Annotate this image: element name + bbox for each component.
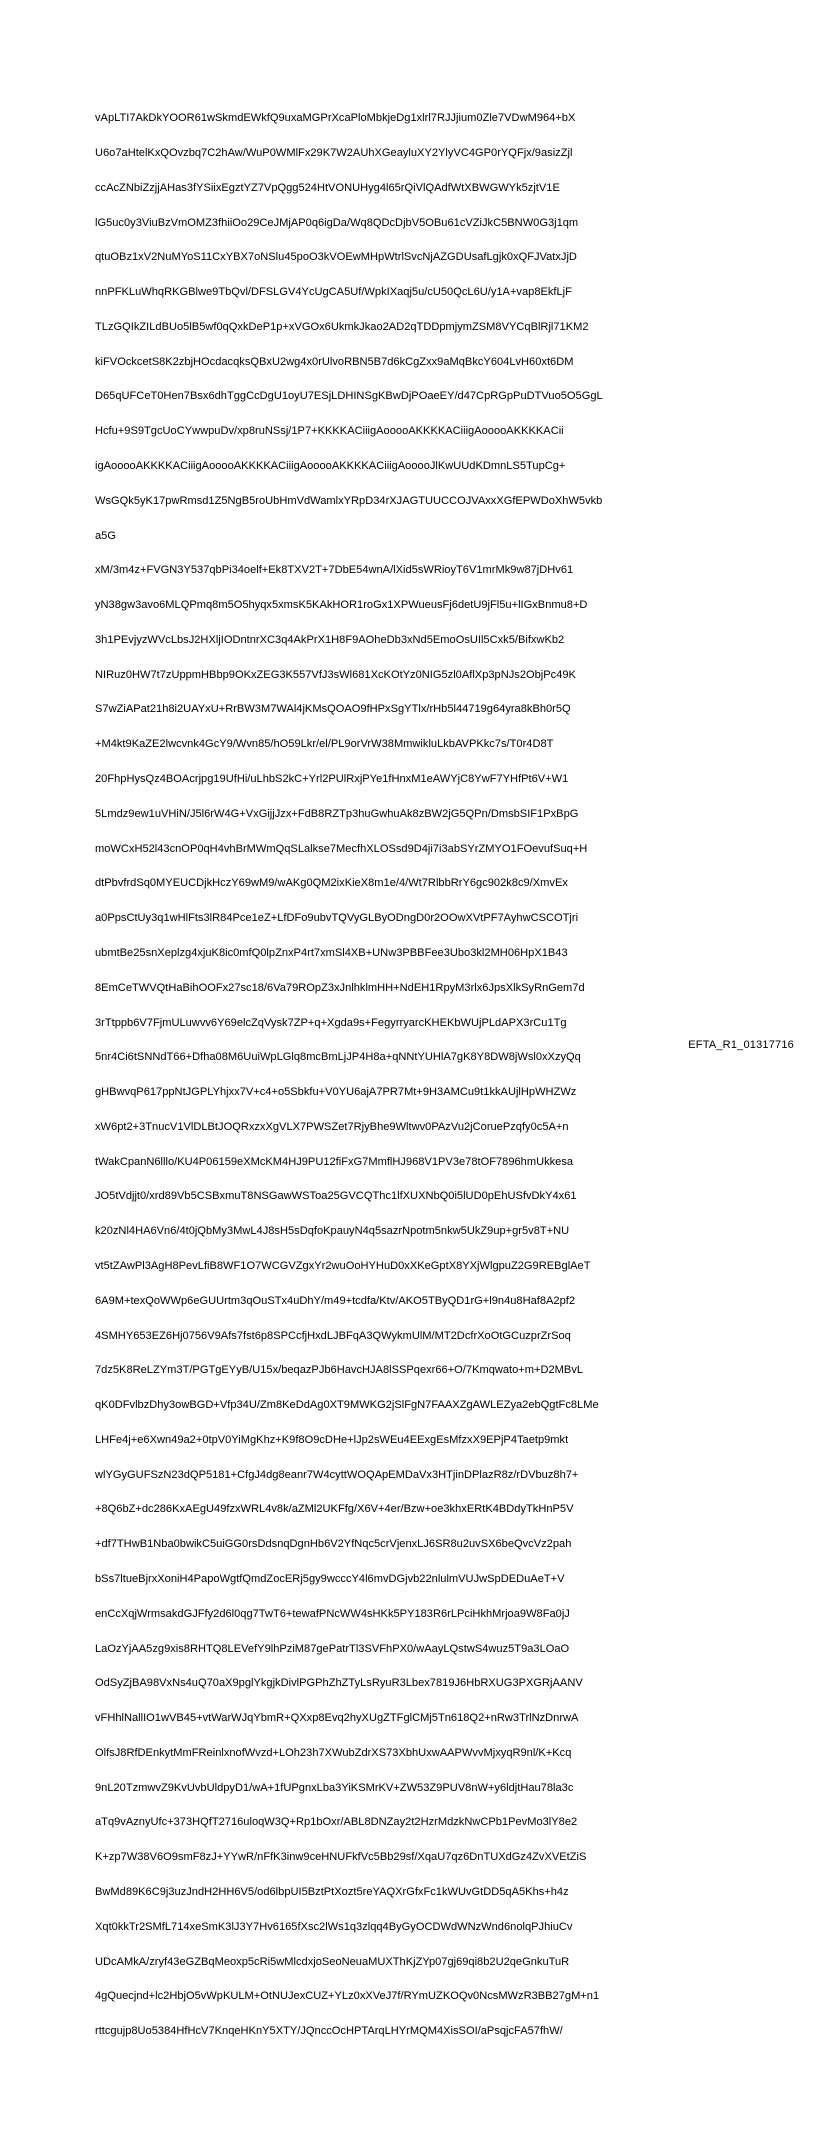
encoded-line: U6o7aHtelKxQOvzbq7C2hAw/WuP0WMlFx29K7W2AUhXGeayluXY2YlyVC4GP0rYQFjx/9asizZjl <box>95 146 573 159</box>
encoded-line: OdSyZjBA98VxNs4uQ70aX9pglYkgjkDivlPGPhZhZTyLsRyuR3Lbex7819J6HbRXUG3PXGRjAANV <box>95 1677 583 1690</box>
encoded-line: enCcXqjWrmsakdGJFfy2d6l0qg7TwT6+tewafPNcWW4sHKk5PY183R6rLPciHkhMrjoa9W8Fa0jJ <box>95 1607 570 1620</box>
encoded-line: moWCxH52l43cnOP0qH4vhBrMWmQqSLalkse7MecfhXLOSsd9D4ji7i3abSYrZMYO1FOevufSuq+H <box>95 842 588 855</box>
encoded-line: 3rTtppb6V7FjmULuwvv6Y69elcZqVysk7ZP+q+Xgda9s+FegyrryarcKHEKbWUjPLdAPX3rCu1Tg <box>95 1016 567 1029</box>
encoded-line: xW6pt2+3TnucV1VlDLBtJOQRxzxXgVLX7PWSZet7RjyBhe9Wltwv0PAzVu2jCoruePzqfy0c5A+n <box>95 1120 569 1133</box>
encoded-line: LaOzYjAA5zg9xis8RHTQ8LEVefY9lhPziM87gePatrTl3SVFhPX0/wAayLQstwS4wuz5T9a3LOaO <box>95 1642 570 1655</box>
encoded-line: a0PpsCtUy3q1wHlFts3lR84Pce1eZ+LfDFo9ubvTQVyGLByODngD0r2OOwXVtPF7AyhwCSCOTjri <box>95 912 579 925</box>
encoded-line: nnPFKLuWhqRKGBlwe9TbQvl/DFSLGV4YcUgCA5Uf/WpkIXaqj5u/cU50QcL6U/y1A+vap8EkfLjF <box>95 286 572 299</box>
encoded-line: D65qUFCeT0Hen7Bsx6dhTggCcDgU1oyU7ESjLDHINSgKBwDjPOaeEY/d47CpRGpPuDTVuo5O5GgL <box>95 390 603 403</box>
encoded-line: vt5tZAwPl3AgH8PevLfiB8WF1O7WCGVZgxYr2wuOoHYHuD0xXKeGptX8YXjWlgpuZ2G9REBglAeT <box>95 1259 591 1272</box>
encoded-line: bSs7ltueBjrxXoniH4PapoWgtfQmdZocERj5gy9wcccY4l6mvDGjvb22nlulmVUJwSpDEDuAeT+V <box>95 1573 565 1585</box>
encoded-line: LHFe4j+e6Xwn49a2+0tpV0YiMgKhz+K9f8O9cDHe+lJp2sWEu4EExgEsMfzxX9EPjP4Taetp9mkt <box>95 1433 569 1446</box>
encoded-line: UDcAMkA/zryf43eGZBqMeoxp5cRi5wMlcdxjoSeoNeuaMUXThKjZYp07gj69qi8b2U2qeGnkuTuR <box>95 1955 570 1968</box>
encoded-line: vApLTI7AkDkYOOR61wSkmdEWkfQ9uxaMGPrXcaPloMbkjeDg1xlrl7RJJjium0Zle7VDwM964+bX <box>95 112 576 125</box>
encoded-line: NIRuz0HW7t7zUppmHBbp9OKxZEG3K557VfJ3sWl681XcKOtYz0NIG5zl0AflXp3pNJs2ObjPc49K <box>95 668 576 681</box>
encoded-line: 9nL20TzmwvZ9KvUvbUldpyD1/wA+1fUPgnxLba3YiKSMrKV+ZW53Z9PUV8nW+y6ldjtHau78la3c <box>95 1781 574 1794</box>
encoded-line: TLzGQIkZILdBUo5lB5wf0qQxkDeP1p+xVGOx6UkmkJkao2AD2qTDDpmjymZSM8VYCqBlRjl71KM2 <box>95 320 589 333</box>
encoded-line: rttcgujp8Uo5384HfHcV7KnqeHKnY5XTY/JQnccOcHPTArqLHYrMQM4XisSOI/aPsqjcFA57fhW/ <box>95 2025 563 2038</box>
encoded-line: K+zp7W38V6O9smF8zJ+YYwR/nFfK3inw9ceHNUFkfVc5Bb29sf/XqaU7qz6DnTUXdGz4ZvXVEtZiS <box>95 1851 587 1864</box>
encoded-line: JO5tVdjjt0/xrd89Vb5CSBxmuT8NSGawWSToa25GVCQThc1lfXUXNbQ0i5lUD0pEhUSfvDkY4x61 <box>95 1190 577 1203</box>
encoded-line: OlfsJ8RfDEnkytMmFReinlxnofWvzd+LOh23h7XWubZdrXS73XbhUxwAAPWvvMjxyqR9nl/K+Kcq <box>95 1746 572 1759</box>
encoded-line: 20FhpHysQz4BOAcrjpg19UfHi/uLhbS2kC+Yrl2PUlRxjPYe1fHnxM1eAWYjC8YwF7YHfPt6V+W1 <box>95 773 569 786</box>
encoded-line: yN38gw3avo6MLQPmq8m5O5hyqx5xmsK5KAkHOR1roGx1XPWueusFj6detU9jFl5u+lIGxBnmu8+D <box>95 599 588 612</box>
encoded-line: 5Lmdz9ew1uVHiN/J5l6rW4G+VxGijjJzx+FdB8RZTp3huGwhuAk8zBW2jG5QPn/DmsbSIF1PxBpG <box>95 807 579 820</box>
encoded-line: +M4kt9KaZE2lwcvnk4GcY9/Wvn85/hO59Lkr/el/PL9orVrW38MmwikluLkbAVPKkc7s/T0r4D8T <box>95 738 554 751</box>
encoded-line: xM/3m4z+FVGN3Y537qbPi34oelf+Ek8TXV2T+7DbE54wnA/lXid5sWRioyT6V1mrMk9w87jDHv61 <box>95 564 574 577</box>
encoded-line: gHBwvqP617ppNtJGPLYhjxx7V+c4+o5Sbkfu+V0YU6ajA7PR7Mt+9H3AMCu9t1kkAUjlHpWHZWz <box>95 1086 577 1099</box>
encoded-line: igAooooAKKKKACiiigAooooAKKKKACiiigAooooAKKKKACiiigAooooJlKwUUdKDmnLS5TupCg+ <box>95 460 566 472</box>
encoded-line: Hcfu+9S9TgcUoCYwwpuDv/xp8ruNSsj/1P7+KKKKACiiigAooooAKKKKACiiigAooooAKKKKACii <box>95 425 564 438</box>
encoded-line: 8EmCeTWVQtHaBihOOFx27sc18/6Va79ROpZ3xJnlhklmHH+NdEH1RpyM3rlx6JpsXlkSyRnGem7d <box>95 981 585 994</box>
encoded-line: Xqt0kkTr2SMfL714xeSmK3lJ3Y7Hv6165fXsc2lWs1q3zlqq4ByGyOCDWdWNzWnd6nolqPJhiuCv <box>95 1920 573 1933</box>
encoded-line: kiFVOckcetS8K2zbjHOcdacqksQBxU2wg4x0rUlvoRBN5B7d6kCgZxx9aMqBkcY604LvH60xt6DM <box>95 355 574 368</box>
encoded-line: 3h1PEvjyzWVcLbsJ2HXljIODntnrXC3q4AkPrX1H8F9AOheDb3xNd5EmoOsUIl5Cxk5/BifxwKb2 <box>95 633 565 646</box>
encoded-line: ccAcZNbiZzjjAHas3fYSiixEgztYZ7VpQgg524HtVONUHyg4l65rQiVlQAdfWtXBWGWYk5zjtV1E <box>95 181 560 194</box>
encoded-line: 4gQuecjnd+lc2HbjO5vWpKULM+OtNUJexCUZ+YLz0xXVeJ7f/RYmUZKOQv0NcsMWzR3BB27gM+n1 <box>95 1990 600 2003</box>
encoded-line: qK0DFvlbzDhy3owBGD+Vfp34U/Zm8KeDdAg0XT9MWKG2jSlFgN7FAAXZgAWLEZya2ebQgtFc8LMe <box>95 1399 599 1412</box>
encoded-line: ubmtBe25snXeplzg4xjuK8ic0mfQ0lpZnxP4rt7xmSl4XB+UNw3PBBFee3Ubo3kl2MH06HpX1B43 <box>95 946 568 959</box>
encoded-line: lG5uc0y3ViuBzVmOMZ3fhiiOo29CeJMjAP0q6igDa/Wq8QDcDjbV5OBu61cVZiJkC5BNW0G3j1qm <box>95 216 579 229</box>
encoded-line: wlYGyGUFSzN23dQP5181+CfgJ4dg8eanr7W4cyttWOQApEMDaVx3HTjinDPlazR8z/rDVbuz8h7+ <box>95 1468 579 1481</box>
encoded-line: dtPbvfrdSq0MYEUCDjkHczY69wM9/wAKg0QM2ixKieX8m1e/4/Wt7RlbbRrY6gc902k8c9/XmvEx <box>95 877 568 890</box>
encoded-line: qtuOBz1xV2NuMYoS11CxYBX7oNSlu45poO3kVOEwMHpWtrlSvcNjAZGDUsafLgjk0xQFJVatxJjD <box>95 251 577 264</box>
encoded-line: +df7THwB1Nba0bwikC5uiGG0rsDdsnqDgnHb6V2YfNqc5crVjenxLJ6SR8u2uvSX6beQvcVz2pah <box>95 1538 572 1551</box>
encoded-line: k20zNl4HA6Vn6/4t0jQbMy3MwL4J8sH5sDqfoKpauyN4q5sazrNpotm5nkw5UkZ9up+gr5v8T+NU <box>95 1225 570 1238</box>
encoded-line: 7dz5K8ReLZYm3T/PGTgEYyB/U15x/beqazPJb6HavcHJA8lSSPqexr66+O/7Kmqwato+m+D2MBvL <box>95 1364 584 1377</box>
encoded-line: +8Q6bZ+dc286KxAEgU49fzxWRL4v8k/aZMl2UKFfg/X6V+4er/Bzw+oe3khxERtK4BDdyTkHnP5V <box>95 1503 574 1516</box>
encoded-line: S7wZiAPat21h8i2UAYxU+RrBW3M7WAl4jKMsQOAO9fHPxSgYTlx/rHb5l44719g64yra8kBh0r5Q <box>95 703 571 716</box>
encoded-text-block <box>95 90 735 2146</box>
encoded-line: 5nr4Ci6tSNNdT66+Dfha08M6UuiWpLGlq8mcBmLjJP4H8a+qNNtYUHlA7gK8Y8DW8jWsl0xXzyQq <box>95 1051 581 1064</box>
encoded-line: tWakCpanN6lllo/KU4P06159eXMcKM4HJ9PU12fiFxG7MmflHJ968V1PV3e78tOF7896hmUkkesa <box>95 1155 574 1168</box>
encoded-line: a5G <box>95 529 116 542</box>
encoded-line: 4SMHY653EZ6Hj0756V9Afs7fst6p8SPCcfjHxdLJBFqA3QWykmUlM/MT2DcfrXoOtGCuzprZrSoq <box>95 1329 571 1342</box>
encoded-line: aTq9vAznyUfc+373HQfT2716uloqW3Q+Rp1bOxr/ABL8DNZay2t2HzrMdzkNwCPb1PevMo3lY8e2 <box>95 1816 578 1829</box>
encoded-line: vFHhlNallIO1wVB45+vtWarWJqYbmR+QXxp8Evq2hyXUgZTFglCMj5Tn618Q2+nRw3TrlNzDnrwA <box>95 1712 579 1725</box>
encoded-line: WsGQk5yK17pwRmsd1Z5NgB5roUbHmVdWamlxYRpD34rXJAGTUUCCOJVAxxXGfEPWDoXhW5vkb <box>95 494 603 507</box>
encoded-line: BwMd89K6C9j3uzJndH2HH6V5/od6lbpUI5BztPtXozt5reYAQXrGfxFc1kWUvGtDD5qA5Khs+h4z <box>95 1886 569 1899</box>
document-id-footer: EFTA_R1_01317716 <box>688 1039 794 1051</box>
encoded-line: 6A9M+texQoWWp6eGUUrtm3qOuSTx4uDhY/m49+tcdfa/Ktv/AKO5TByQD1rG+l9n4u8Haf8A2pf2 <box>95 1294 576 1307</box>
